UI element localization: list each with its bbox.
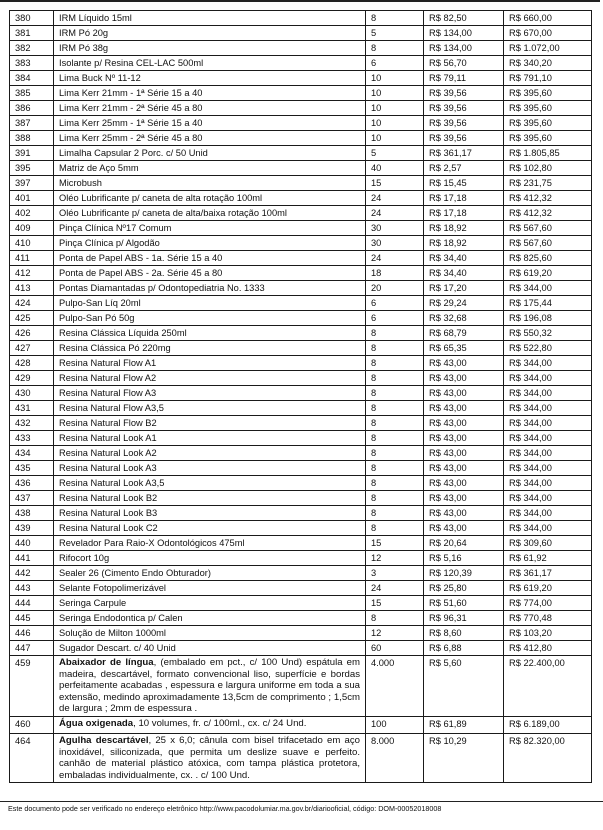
table-row [10, 221, 592, 236]
item-unit-price: R$ 5,16 [424, 551, 504, 566]
item-number: 434 [10, 446, 54, 461]
table-row [10, 446, 592, 461]
item-quantity: 8 [366, 476, 424, 491]
table-row [10, 71, 592, 86]
item-number: 446 [10, 626, 54, 641]
item-title: Abaixador de língua [59, 657, 154, 668]
item-description: Limalha Capsular 2 Porc. c/ 50 Unid [54, 146, 366, 161]
item-unit-price: R$ 361,17 [424, 146, 504, 161]
table-row [10, 401, 592, 416]
item-description: Pulpo-San Líq 20ml [54, 296, 366, 311]
item-unit-price: R$ 39,56 [424, 116, 504, 131]
item-quantity: 15 [366, 596, 424, 611]
table-row [10, 86, 592, 101]
item-number: 425 [10, 311, 54, 326]
item-unit-price: R$ 43,00 [424, 431, 504, 446]
item-number: 391 [10, 146, 54, 161]
item-number: 409 [10, 221, 54, 236]
item-quantity: 8 [366, 611, 424, 626]
item-number: 436 [10, 476, 54, 491]
item-description: Resina Clássica Pó 220mg [54, 341, 366, 356]
table-row [10, 431, 592, 446]
item-description: IRM Pó 38g [54, 41, 366, 56]
item-total-price: R$ 344,00 [504, 431, 592, 446]
item-description: IRM Pó 20g [54, 26, 366, 41]
item-description: Resina Natural Look A3 [54, 461, 366, 476]
table-row [10, 11, 592, 26]
item-total-price: R$ 196,08 [504, 311, 592, 326]
item-number: 411 [10, 251, 54, 266]
item-description: Selante Fotopolimerizável [54, 581, 366, 596]
item-quantity: 24 [366, 191, 424, 206]
table-row [10, 641, 592, 656]
item-unit-price: R$ 51,60 [424, 596, 504, 611]
table-row [10, 176, 592, 191]
item-quantity: 8 [366, 401, 424, 416]
item-total-price: R$ 774,00 [504, 596, 592, 611]
table-row [10, 116, 592, 131]
item-total-price: R$ 82.320,00 [504, 733, 592, 782]
item-number: 439 [10, 521, 54, 536]
item-number: 428 [10, 356, 54, 371]
item-unit-price: R$ 15,45 [424, 176, 504, 191]
item-details: , 25 x 6,0; cânula com bisel trifacetado em aço inoxidável, siliconizada, que permita um deslize suave e perfeito. canhão de material plástico atóxica, com tampa plástica protetora, embaladas individualmente, cx. . c/ 100 Und. [59, 734, 360, 781]
item-number: 395 [10, 161, 54, 176]
item-description: Revelador Para Raio-X Odontológicos 475ml [54, 536, 366, 551]
item-description: Resina Clássica Líquida 250ml [54, 326, 366, 341]
item-unit-price: R$ 29,24 [424, 296, 504, 311]
item-unit-price: R$ 17,20 [424, 281, 504, 296]
item-number: 460 [10, 716, 54, 733]
item-number: 435 [10, 461, 54, 476]
item-description: Ponta de Papel ABS - 1a. Série 15 a 40 [54, 251, 366, 266]
item-unit-price: R$ 20,64 [424, 536, 504, 551]
item-quantity: 5 [366, 26, 424, 41]
item-number: 459 [10, 656, 54, 717]
table-row [10, 191, 592, 206]
item-number: 410 [10, 236, 54, 251]
item-unit-price: R$ 17,18 [424, 191, 504, 206]
item-description: Solução de Milton 1000ml [54, 626, 366, 641]
item-quantity: 10 [366, 131, 424, 146]
item-unit-price: R$ 43,00 [424, 476, 504, 491]
item-unit-price: R$ 43,00 [424, 386, 504, 401]
item-description: Lima Kerr 25mm - 1ª Série 15 a 40 [54, 116, 366, 131]
item-number: 383 [10, 56, 54, 71]
item-total-price: R$ 61,92 [504, 551, 592, 566]
item-unit-price: R$ 68,79 [424, 326, 504, 341]
table-row [10, 506, 592, 521]
item-quantity: 8 [366, 326, 424, 341]
table-row [10, 281, 592, 296]
item-unit-price: R$ 96,31 [424, 611, 504, 626]
item-description: Lima Kerr 21mm - 2ª Série 45 a 80 [54, 101, 366, 116]
item-quantity: 30 [366, 221, 424, 236]
item-number: 444 [10, 596, 54, 611]
item-total-price: R$ 619,20 [504, 581, 592, 596]
table-row [10, 461, 592, 476]
item-description: Lima Buck Nº 11-12 [54, 71, 366, 86]
item-details: , 10 volumes, fr. c/ 100ml., cx. c/ 24 Und. [133, 717, 307, 729]
item-description: Isolante p/ Resina CEL-LAC 500ml [54, 56, 366, 71]
item-quantity: 24 [366, 581, 424, 596]
table-row [10, 371, 592, 386]
item-description: Pinça Clínica p/ Algodão [54, 236, 366, 251]
item-total-price: R$ 344,00 [504, 491, 592, 506]
table-row [10, 566, 592, 581]
item-total-price: R$ 344,00 [504, 386, 592, 401]
item-number: 384 [10, 71, 54, 86]
item-total-price: R$ 412,80 [504, 641, 592, 656]
item-total-price: R$ 619,20 [504, 266, 592, 281]
item-total-price: R$ 670,00 [504, 26, 592, 41]
item-unit-price: R$ 34,40 [424, 266, 504, 281]
item-unit-price: R$ 56,70 [424, 56, 504, 71]
item-unit-price: R$ 43,00 [424, 401, 504, 416]
footer-divider [0, 801, 603, 802]
item-number: 442 [10, 566, 54, 581]
table-row [10, 551, 592, 566]
table-row [10, 266, 592, 281]
item-unit-price: R$ 34,40 [424, 251, 504, 266]
item-unit-price: R$ 43,00 [424, 416, 504, 431]
item-quantity: 40 [366, 161, 424, 176]
item-total-price: R$ 522,80 [504, 341, 592, 356]
item-total-price: R$ 567,60 [504, 221, 592, 236]
item-quantity: 8 [366, 416, 424, 431]
item-total-price: R$ 344,00 [504, 281, 592, 296]
table-row [10, 476, 592, 491]
item-unit-price: R$ 5,60 [424, 656, 504, 717]
item-number: 433 [10, 431, 54, 446]
item-quantity: 6 [366, 56, 424, 71]
item-number: 382 [10, 41, 54, 56]
item-unit-price: R$ 39,56 [424, 101, 504, 116]
item-quantity: 12 [366, 551, 424, 566]
item-total-price: R$ 344,00 [504, 461, 592, 476]
item-description: Resina Natural Flow B2 [54, 416, 366, 431]
item-total-price: R$ 344,00 [504, 416, 592, 431]
item-total-price: R$ 791,10 [504, 71, 592, 86]
item-description: Resina Natural Flow A3,5 [54, 401, 366, 416]
item-unit-price: R$ 39,56 [424, 131, 504, 146]
item-description: Pinça Clínica Nº17 Comum [54, 221, 366, 236]
item-total-price: R$ 395,60 [504, 131, 592, 146]
item-quantity: 8 [366, 431, 424, 446]
item-quantity: 10 [366, 86, 424, 101]
item-description: Pontas Diamantadas p/ Odontopediatria No. 1333 [54, 281, 366, 296]
item-quantity: 3 [366, 566, 424, 581]
item-description: IRM Líquido 15ml [54, 11, 366, 26]
item-unit-price: R$ 82,50 [424, 11, 504, 26]
item-quantity: 20 [366, 281, 424, 296]
item-description: Resina Natural Look B2 [54, 491, 366, 506]
item-description: Resina Natural Look A3,5 [54, 476, 366, 491]
table-row [10, 386, 592, 401]
item-number: 412 [10, 266, 54, 281]
item-number: 447 [10, 641, 54, 656]
item-unit-price: R$ 32,68 [424, 311, 504, 326]
item-quantity: 8 [366, 41, 424, 56]
item-description: Sugador Descart. c/ 40 Unid [54, 641, 366, 656]
item-quantity: 24 [366, 206, 424, 221]
item-unit-price: R$ 134,00 [424, 41, 504, 56]
item-total-price: R$ 102,80 [504, 161, 592, 176]
item-description: Pulpo-San Pó 50g [54, 311, 366, 326]
table-row [10, 56, 592, 71]
item-description: Oléo Lubrificante p/ caneta de alta/baixa rotação 100ml [54, 206, 366, 221]
item-total-price: R$ 825,60 [504, 251, 592, 266]
table-row [10, 206, 592, 221]
item-total-price: R$ 340,20 [504, 56, 592, 71]
item-total-price: R$ 344,00 [504, 506, 592, 521]
item-total-price: R$ 361,17 [504, 566, 592, 581]
item-description: Seringa Carpule [54, 596, 366, 611]
item-unit-price: R$ 61,89 [424, 716, 504, 733]
item-quantity: 30 [366, 236, 424, 251]
item-number: 380 [10, 11, 54, 26]
item-unit-price: R$ 43,00 [424, 371, 504, 386]
item-number: 424 [10, 296, 54, 311]
item-unit-price: R$ 43,00 [424, 491, 504, 506]
item-unit-price: R$ 134,00 [424, 26, 504, 41]
item-total-price: R$ 412,32 [504, 191, 592, 206]
item-quantity: 8.000 [366, 733, 424, 782]
item-description: Sealer 26 (Cimento Endo Obturador) [54, 566, 366, 581]
table-row [10, 101, 592, 116]
item-quantity: 8 [366, 491, 424, 506]
items-table-body [10, 11, 592, 783]
item-number: 387 [10, 116, 54, 131]
item-quantity: 4.000 [366, 656, 424, 717]
item-total-price: R$ 344,00 [504, 371, 592, 386]
item-quantity: 8 [366, 461, 424, 476]
table-row [10, 733, 592, 782]
item-quantity: 8 [366, 506, 424, 521]
item-quantity: 8 [366, 386, 424, 401]
item-description: Resina Natural Flow A2 [54, 371, 366, 386]
item-description: Rifocort 10g [54, 551, 366, 566]
item-unit-price: R$ 43,00 [424, 446, 504, 461]
item-total-price: R$ 395,60 [504, 86, 592, 101]
item-quantity: 8 [366, 341, 424, 356]
table-row [10, 341, 592, 356]
table-row [10, 716, 592, 733]
item-quantity: 12 [366, 626, 424, 641]
item-unit-price: R$ 18,92 [424, 236, 504, 251]
item-number: 464 [10, 733, 54, 782]
item-unit-price: R$ 18,92 [424, 221, 504, 236]
item-description: Ponta de Papel ABS - 2a. Série 45 a 80 [54, 266, 366, 281]
item-title: Agulha descartável [59, 734, 149, 746]
item-unit-price: R$ 6,88 [424, 641, 504, 656]
item-total-price: R$ 344,00 [504, 446, 592, 461]
table-row [10, 491, 592, 506]
item-number: 445 [10, 611, 54, 626]
item-description: Microbush [54, 176, 366, 191]
item-number: 397 [10, 176, 54, 191]
item-number: 401 [10, 191, 54, 206]
item-number: 431 [10, 401, 54, 416]
item-total-price: R$ 103,20 [504, 626, 592, 641]
table-row [10, 311, 592, 326]
item-quantity: 8 [366, 521, 424, 536]
item-title: Água oxigenada [59, 717, 134, 729]
table-row [10, 251, 592, 266]
item-total-price: R$ 231,75 [504, 176, 592, 191]
item-number: 388 [10, 131, 54, 146]
table-row [10, 236, 592, 251]
table-row [10, 416, 592, 431]
item-quantity: 8 [366, 446, 424, 461]
table-row [10, 581, 592, 596]
item-description: Matriz de Aço 5mm [54, 161, 366, 176]
item-unit-price: R$ 43,00 [424, 521, 504, 536]
item-total-price: R$ 6.189,00 [504, 716, 592, 733]
item-quantity: 15 [366, 536, 424, 551]
table-row [10, 161, 592, 176]
table-row [10, 41, 592, 56]
item-description: Resina Natural Flow A1 [54, 356, 366, 371]
item-number: 438 [10, 506, 54, 521]
item-quantity: 6 [366, 296, 424, 311]
item-quantity: 18 [366, 266, 424, 281]
item-unit-price: R$ 43,00 [424, 506, 504, 521]
item-number: 443 [10, 581, 54, 596]
table-row [10, 521, 592, 536]
item-number: 426 [10, 326, 54, 341]
item-description: Resina Natural Flow A3 [54, 386, 366, 401]
item-total-price: R$ 344,00 [504, 476, 592, 491]
item-total-price: R$ 309,60 [504, 536, 592, 551]
item-number: 429 [10, 371, 54, 386]
item-quantity: 100 [366, 716, 424, 733]
item-total-price: R$ 567,60 [504, 236, 592, 251]
item-quantity: 15 [366, 176, 424, 191]
item-number: 437 [10, 491, 54, 506]
item-description: Resina Natural Look A2 [54, 446, 366, 461]
item-total-price: R$ 770,48 [504, 611, 592, 626]
item-unit-price: R$ 25,80 [424, 581, 504, 596]
item-description: Resina Natural Look B3 [54, 506, 366, 521]
item-total-price: R$ 175,44 [504, 296, 592, 311]
item-unit-price: R$ 65,35 [424, 341, 504, 356]
item-number: 402 [10, 206, 54, 221]
table-row [10, 596, 592, 611]
item-description [54, 716, 366, 733]
table-row [10, 656, 592, 717]
item-unit-price: R$ 8,60 [424, 626, 504, 641]
item-unit-price: R$ 2,57 [424, 161, 504, 176]
item-quantity: 10 [366, 101, 424, 116]
table-row [10, 626, 592, 641]
item-total-price: R$ 22.400,00 [504, 656, 592, 717]
table-row [10, 326, 592, 341]
item-unit-price: R$ 39,56 [424, 86, 504, 101]
table-row [10, 296, 592, 311]
item-quantity: 60 [366, 641, 424, 656]
item-unit-price: R$ 120,39 [424, 566, 504, 581]
table-row [10, 26, 592, 41]
table-row [10, 536, 592, 551]
item-quantity: 5 [366, 146, 424, 161]
item-description [54, 733, 366, 782]
item-number: 427 [10, 341, 54, 356]
item-total-price: R$ 395,60 [504, 116, 592, 131]
item-description: Resina Natural Look C2 [54, 521, 366, 536]
item-total-price: R$ 344,00 [504, 356, 592, 371]
item-total-price: R$ 344,00 [504, 401, 592, 416]
item-unit-price: R$ 79,11 [424, 71, 504, 86]
item-total-price: R$ 1.072,00 [504, 41, 592, 56]
item-quantity: 8 [366, 371, 424, 386]
table-row [10, 356, 592, 371]
item-number: 381 [10, 26, 54, 41]
item-total-price: R$ 1.805,85 [504, 146, 592, 161]
item-quantity: 6 [366, 311, 424, 326]
item-description: Oléo Lubrificante p/ caneta de alta rotação 100ml [54, 191, 366, 206]
item-description: Lima Kerr 25mm - 2ª Série 45 a 80 [54, 131, 366, 146]
item-quantity: 8 [366, 11, 424, 26]
table-row [10, 611, 592, 626]
item-number: 430 [10, 386, 54, 401]
top-divider [0, 0, 600, 2]
item-number: 432 [10, 416, 54, 431]
item-quantity: 8 [366, 356, 424, 371]
item-details: , (embalado em pct., c/ 100 Und) espátula em madeira, descartável, formato convencional liso, superfície e bordas perfeitamente acabadas , espessura e largura uniforme em toda a sua extensão, medindo aproximadamente 13,5cm de comprimento ; 1,5cm de largura ; 2mm de espessura . [59, 657, 360, 715]
item-number: 440 [10, 536, 54, 551]
item-description: Seringa Endodontica p/ Calen [54, 611, 366, 626]
item-total-price: R$ 344,00 [504, 521, 592, 536]
item-quantity: 24 [366, 251, 424, 266]
item-total-price: R$ 412,32 [504, 206, 592, 221]
verification-note: Este documento pode ser verificado no endereço eletrônico http://www.pacodolumiar.ma.gov.br/diariooficial, código: DOM-00052018008 [8, 804, 442, 813]
item-unit-price: R$ 17,18 [424, 206, 504, 221]
item-quantity: 10 [366, 71, 424, 86]
item-total-price: R$ 395,60 [504, 101, 592, 116]
item-total-price: R$ 550,32 [504, 326, 592, 341]
item-description: Lima Kerr 21mm - 1ª Série 15 a 40 [54, 86, 366, 101]
items-table [9, 10, 592, 783]
item-number: 413 [10, 281, 54, 296]
item-quantity: 10 [366, 116, 424, 131]
item-unit-price: R$ 43,00 [424, 461, 504, 476]
item-total-price: R$ 660,00 [504, 11, 592, 26]
item-description [54, 656, 366, 717]
item-unit-price: R$ 10,29 [424, 733, 504, 782]
item-number: 385 [10, 86, 54, 101]
table-row [10, 131, 592, 146]
item-number: 441 [10, 551, 54, 566]
item-description: Resina Natural Look A1 [54, 431, 366, 446]
table-row [10, 146, 592, 161]
item-number: 386 [10, 101, 54, 116]
item-unit-price: R$ 43,00 [424, 356, 504, 371]
